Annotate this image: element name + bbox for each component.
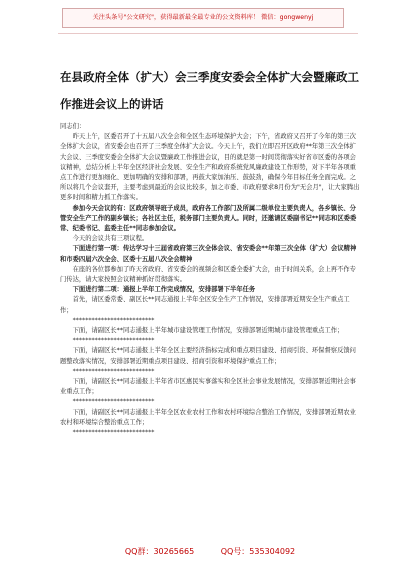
separator-stars: ************************** — [72, 398, 155, 406]
contact-footer — [60, 545, 360, 559]
separator-stars: ************************** — [72, 367, 155, 375]
header-divider — [58, 33, 358, 34]
paragraph-economy-report: 下面，请副区长**同志通报上半年全区主要经济指标完成和重点项目建设、招商引资、环保督察反馈问题整改落实情况，安排部署近期重点项目建设、招商引资和环境保护重点工作； — [60, 347, 356, 365]
promo-banner: 关注头条号"公文研究"，获得最新最全最专业的公文资料库！ 微信：gongwenyj — [62, 8, 344, 28]
paragraph-item-1: 在座的各位都参加了昨天省政府、省安委会的视频会和区委全委扩大会，由于时间关系，会上再不作专门传达，请大家按照会议精神抓好贯彻落实。 — [60, 265, 356, 284]
qq-group-text: QQ群：30265665 — [124, 547, 195, 556]
separator-stars: ************************** — [72, 337, 155, 345]
agenda-item-1-heading: 下面进行第一项：传达学习十三届省政府第三次全体会议、省安委会**年第三次全体（扩大）会议精神和市委四届六次全会、区委十五届八次全会精神 — [60, 245, 357, 263]
paragraph-urban-report: 下面，请副区长**同志通报上半年城市建设管理工作情况，安排部署近期城市建设管理重点工作； — [72, 327, 344, 335]
paragraph-agenda: 今天的会议共有三项议程。 — [72, 235, 149, 243]
agenda-item-2-heading: 下面进行第二项：通报上半年工作完成情况，安排部署下半年任务 — [72, 286, 256, 294]
qq-number-text: QQ号：535304092 — [220, 547, 296, 556]
paragraph-safety-report: 首先，请区委常委、副区长**同志通报上半年全区安全生产工作情况，安排部署近期安全生产重点工作； — [60, 296, 350, 314]
speech-title: 在县政府全体（扩大）会三季度安委会全体扩大会暨廉政工作推进会议上的讲话 — [60, 70, 359, 111]
separator-stars: ************************** — [72, 316, 155, 324]
separator-stars: ************************** — [72, 429, 155, 437]
paragraph-agriculture-report: 下面，请副区长**同志通报上半年全区农业农村工作和农村环境综合整治工作情况，安排部署近期农业农村和环境综合整治重点工作； — [60, 408, 356, 426]
salutation: 同志们： — [60, 123, 86, 130]
paragraph-attendees: 参加今天会议的有：区政府领导班子成员，政府各工作部门及所属二级单位主要负责人，各乡镇长、分管安全生产工作的副乡镇长；各社区主任，税务部门主要负责人。同时，还邀请区委副书记**同志和区委委常、纪委书记、监委主任**同志参加会议。 — [60, 204, 357, 233]
paragraph-social-report: 下面，请副区长**同志通报上半年省市区惠民实事落实和全区社会事业发展情况，安排部署近期社会事业重点工作； — [60, 378, 356, 396]
paragraph-intro: 昨天上午，区委召开了十五届八次全会和全区生态环境保护大会；下午，省政府又召开了今年的第三次全体扩大会议，省安委会也召开了三季度全体扩大会议。今天上午，我们立即召开区政府**年第三次全体扩大会议、三季度安委会全体扩大会议暨廉政工作推进会议，目的就是第一时间贯彻落实好省市区委的各项会议精神，总结分析上半年全区经济社会发展、安全生产和政府系统党风廉政建设工作形势，对下半年各项重点工作进行更加细化、更加明确的安排和部署，再鼓大家加油压、鼓鼓劲，确保今年目标任务全面完成。之所以将几个会议套开，主要考虑到最近的会议比较多，加之市委、市政府要求8月份为"无会月"，让大家腾出更多时间和精力抓工作落实。 — [60, 133, 360, 202]
speech-body — [60, 122, 360, 438]
